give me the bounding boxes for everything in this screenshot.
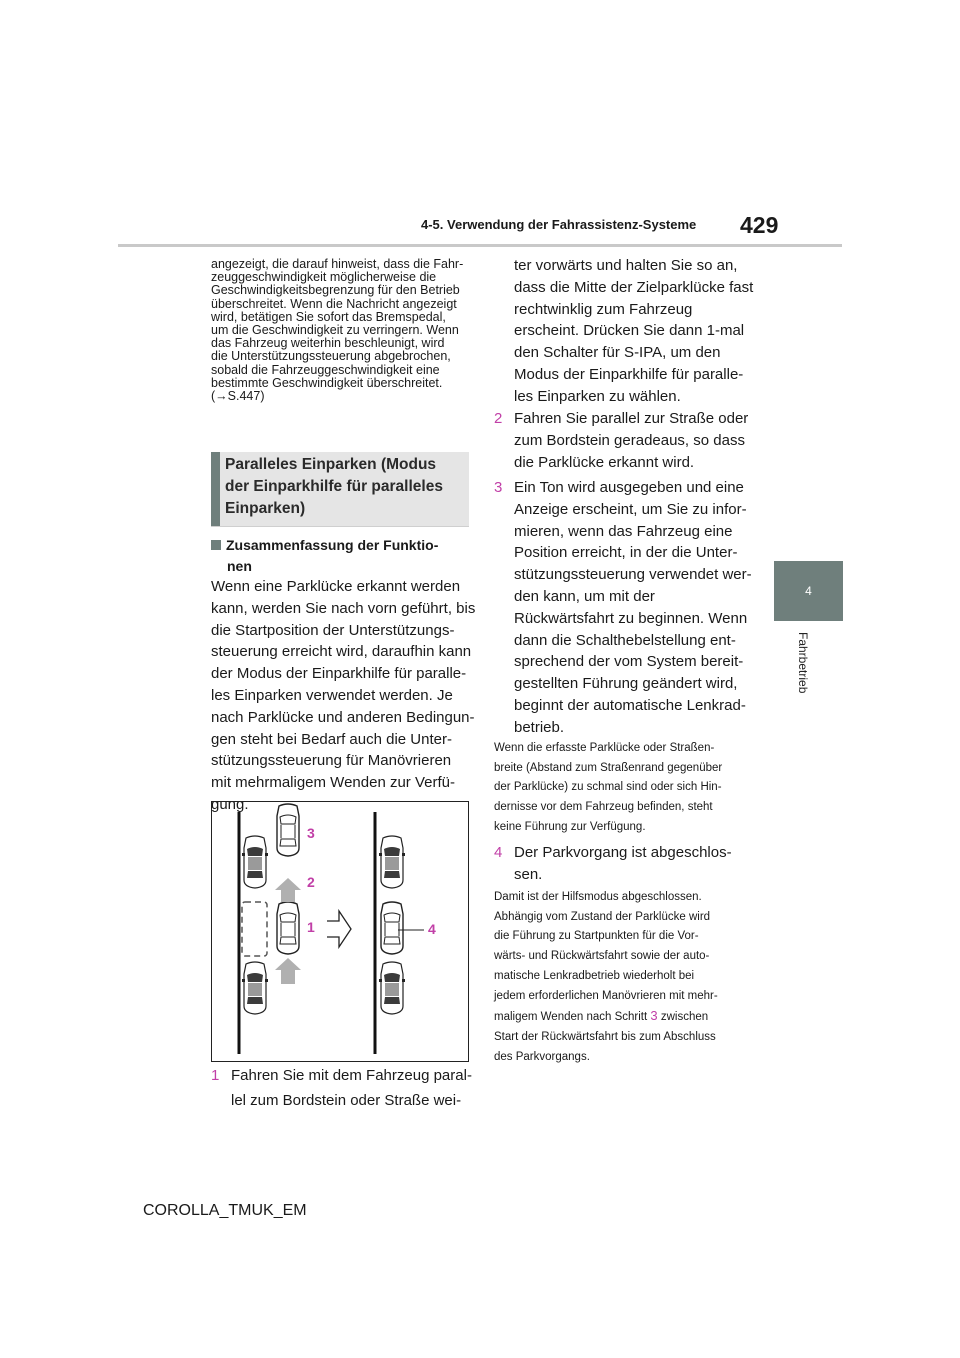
text-line: kann, werden Sie nach vorn geführt, bis [211, 599, 476, 617]
text-line: nach Parklücke und anderen Bedingun- [211, 708, 475, 726]
text-line: Abhängig vom Zustand der Parklücke wird [494, 910, 711, 923]
text-line: les Einparken verwendet werden. Je [211, 686, 453, 704]
section-header: 4-5. Verwendung der Fahrassistenz-Systeme [421, 217, 697, 232]
text-line: beginnt der automatische Lenkrad- [514, 696, 746, 714]
text-line: wärts- und Rückwärtsfahrt sowie der auto- [494, 950, 710, 963]
summary-paragraph [211, 576, 476, 816]
text-line: matische Lenkradbetrieb wiederholt bei [494, 969, 695, 982]
step-number: 4 [494, 844, 503, 861]
transition-arrow-icon [327, 911, 351, 947]
note-paragraph [494, 739, 759, 838]
heading-line: der Einparkhilfe für paralleles [225, 478, 443, 495]
text-line: sobald die Fahrzeuggeschwindigkeit eine [211, 362, 440, 377]
text-line: überschreitet. Wenn die Nachricht angezeigt [211, 296, 457, 311]
step-1-continued [514, 255, 759, 408]
vehicle-position-icon [381, 902, 403, 954]
text-line: bestimmte Geschwindigkeit überschreitet. [211, 375, 443, 390]
text-line: des Parkvorgangs. [494, 1050, 590, 1063]
vehicle-position-icon [277, 804, 299, 856]
chapter-number: 4 [805, 584, 812, 598]
text-line: zeuggeschwindigkeit möglicherweise die [211, 270, 437, 285]
text-line: rechtwinklig zum Fahrzeug [514, 300, 693, 318]
text-line: sen. [514, 865, 543, 883]
text-line: mieren, wenn das Fahrzeug eine [514, 522, 733, 540]
step-number: 1 [211, 1067, 220, 1084]
text-line: stützungssteuerung verwendet wer- [514, 566, 752, 584]
text-line: gen steht bei Bedarf auch die Unter- [211, 730, 452, 748]
text-line: zum Bordstein geradeaus, so dass [514, 431, 745, 449]
text-line: Ein Ton wird ausgegeben und eine [514, 479, 744, 496]
text-line: wird, betätigen Sie sofort das Bremspedal, [211, 309, 446, 324]
summary-heading-line: nen [227, 558, 252, 574]
heading-bar [211, 452, 220, 526]
text-line: das Fahrzeug weiterhin beschleunigt, wird [211, 336, 445, 351]
summary-heading-line: Zusammenfassung der Funktio- [226, 537, 439, 553]
parked-car-icon [379, 962, 405, 1014]
figure-label-4: 4 [428, 921, 436, 937]
text-line: dass die Mitte der Zielparklücke fast [514, 278, 754, 296]
parking-illustration [211, 801, 469, 1062]
text-line: Rückwärtsfahrt zu beginnen. Wenn [514, 609, 748, 627]
parked-car-icon [379, 836, 405, 888]
step-number: 3 [494, 479, 503, 496]
forward-arrow-icon [275, 958, 301, 984]
section-heading [211, 452, 469, 527]
text-line: Geschwindigkeitsbegrenzung für den Betrieb [211, 283, 460, 298]
step-number: 2 [494, 410, 503, 427]
text-line: ter vorwärts und halten Sie so an, [514, 257, 738, 274]
text-line: die Parklücke erkannt wird. [514, 453, 695, 471]
step-3 [494, 477, 759, 739]
text-line: betrieb. [514, 718, 565, 736]
text-line: Fahren Sie mit dem Fahrzeug paral- [231, 1067, 472, 1084]
text-line: dernisse vor dem Fahrzeug befinden, steht [494, 801, 713, 814]
footer-code: COROLLA_TMUK_EM [143, 1202, 307, 1219]
text-segment: maligem Wenden nach Schritt [494, 1011, 648, 1024]
text-line: breite (Abstand zum Straßenrand gegenüber [494, 761, 723, 774]
text-line: Wenn die erfasste Parklücke oder Straßen- [494, 742, 715, 754]
text-segment: zwischen [657, 1011, 709, 1024]
step-4 [494, 842, 759, 886]
page-number: 429 [740, 212, 779, 238]
text-line: les Einparken zu wählen. [514, 387, 681, 405]
heading-line: Paralleles Einparken (Modus [225, 456, 437, 473]
text-line: Der Parkvorgang ist abgeschlos- [514, 844, 732, 861]
text-line: um die Geschwindigkeit zu verringern. Wenn [211, 323, 459, 338]
text-line [494, 1006, 759, 1028]
page-reference: (→S.447) [211, 389, 265, 404]
text-line: keine Führung zur Verfügung. [494, 820, 646, 833]
text-line: gung. [211, 795, 249, 813]
note-paragraph [494, 888, 759, 1067]
text-line: mit mehrmaligem Wenden zur Verfü- [211, 774, 455, 792]
text-line: der Parklücke) zu schmal sind oder sich Hin- [494, 781, 722, 794]
figure-label-2: 2 [307, 874, 315, 890]
square-bullet-icon [211, 540, 221, 550]
chapter-title: Fahrbetrieb [796, 632, 810, 694]
text-line: den kann, um mit der [514, 587, 655, 605]
text-line: jedem erforderlichen Manövrieren mit mehr- [494, 989, 718, 1002]
text-line: den Schalter für S-IPA, um den [514, 344, 721, 362]
text-line: der Modus der Einparkhilfe für paralle- [211, 665, 467, 683]
text-line: Fahren Sie parallel zur Straße oder [514, 410, 749, 427]
text-line: Modus der Einparkhilfe für paralle- [514, 365, 744, 383]
step-1 [211, 1065, 476, 1112]
vehicle-position-icon [277, 902, 299, 954]
chapter-tab [774, 561, 843, 621]
text-line: angezeigt, die darauf hinweist, dass die Fahr- [211, 257, 464, 271]
target-parking-space [242, 902, 267, 956]
text-line: Anzeige erscheint, um Sie zu infor- [514, 500, 747, 518]
figure-label-3: 3 [307, 825, 315, 841]
text-line: die Startposition der Unterstützungs- [211, 621, 455, 639]
text-line: Start der Rückwärtsfahrt bis zum Abschluss [494, 1030, 716, 1043]
text-line: Damit ist der Hilfsmodus abgeschlossen. [494, 891, 702, 903]
text-line: Wenn eine Parklücke erkannt werden [211, 578, 461, 595]
text-line: dann die Schalthebelstellung ent- [514, 631, 736, 649]
heading-line: Einparken) [225, 500, 306, 517]
step-2 [494, 408, 759, 473]
forward-arrow-icon [275, 878, 301, 902]
text-line: lel zum Bordstein oder Straße wei- [231, 1091, 462, 1109]
text-line: gestellten Führung geändert wird, [514, 675, 738, 693]
header-rule [118, 244, 842, 247]
step-reference: 3 [650, 1008, 658, 1024]
text-line: erscheint. Drücken Sie dann 1-mal [514, 322, 745, 340]
text-line: stützungssteuerung für Manövrieren [211, 752, 452, 770]
intro-paragraph [211, 258, 476, 403]
parked-car-icon [242, 962, 268, 1014]
text-line: steuerung erreicht wird, daraufhin kann [211, 643, 472, 661]
text-line: Position erreicht, in der die Unter- [514, 544, 738, 562]
text-line: die Führung zu Startpunkten für die Vor- [494, 930, 699, 943]
summary-heading [211, 535, 473, 577]
text-line: die Unterstützungssteuerung abgebrochen, [211, 349, 451, 364]
text-line: sprechend der vom System bereit- [514, 653, 744, 671]
figure-label-1: 1 [307, 919, 315, 935]
parked-car-icon [242, 836, 268, 888]
